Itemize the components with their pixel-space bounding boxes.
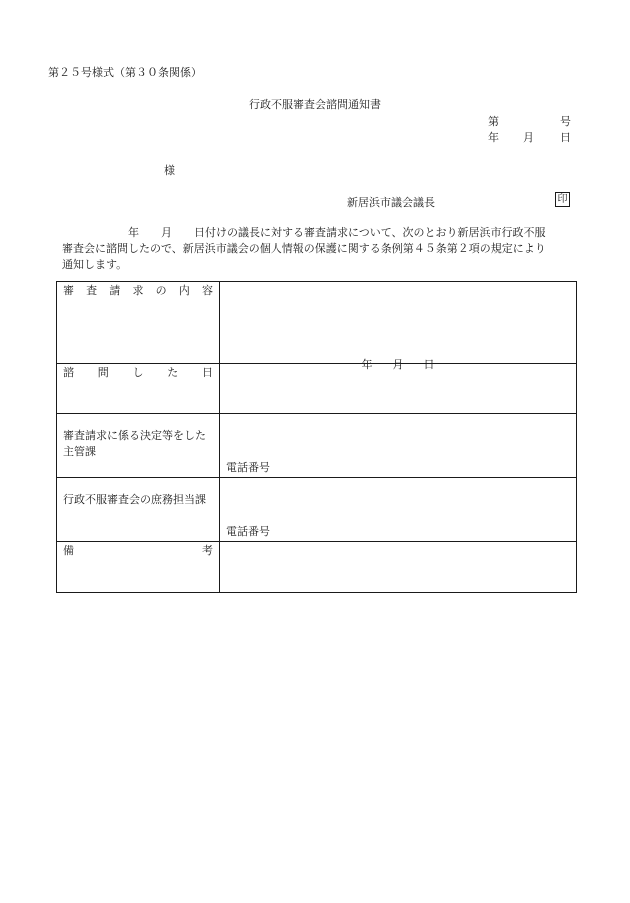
label-char: 考 bbox=[202, 544, 213, 557]
date-day-label: 日 bbox=[560, 131, 571, 144]
phone-number-label: 電話番号 bbox=[226, 525, 270, 538]
form-number: 第２５号様式（第３０条関係） bbox=[48, 66, 202, 79]
label-char: 備 bbox=[63, 544, 74, 557]
body-line: 年 月 日付けの議長に対する審査請求について、次のとおり新居浜市行政不服 bbox=[62, 226, 546, 239]
sender-name: 新居浜市議会議長 bbox=[347, 196, 435, 209]
label-review-content bbox=[57, 282, 220, 364]
label-char: 諮 bbox=[63, 366, 74, 379]
number-prefix: 第 bbox=[488, 115, 499, 128]
number-suffix: 号 bbox=[560, 115, 571, 128]
label-char: 容 bbox=[201, 284, 213, 297]
table-row bbox=[57, 542, 577, 593]
body-line: 通知します。 bbox=[62, 258, 128, 271]
label-char: 審 bbox=[63, 284, 74, 297]
label-char: 求 bbox=[132, 284, 144, 297]
label-char: 内 bbox=[178, 284, 190, 297]
value-responsible-division[interactable] bbox=[220, 414, 577, 478]
label-secretariat-division bbox=[57, 478, 220, 542]
date-year-label: 年 bbox=[488, 131, 499, 144]
phone-number-label: 電話番号 bbox=[226, 461, 270, 474]
value-secretariat-division[interactable] bbox=[220, 478, 577, 542]
label-inquiry-date bbox=[57, 364, 220, 414]
month-label: 月 bbox=[392, 358, 404, 371]
label-char: 請 bbox=[109, 284, 121, 297]
value-inquiry-date[interactable] bbox=[220, 358, 577, 414]
label-char: し bbox=[132, 366, 144, 379]
label-char: た bbox=[167, 366, 179, 379]
day-label: 日 bbox=[423, 358, 435, 371]
label-text: 審査請求に係る決定等をした主管課 bbox=[63, 429, 206, 458]
label-char: の bbox=[155, 284, 167, 297]
body-line: 審査会に諮問したので、新居浜市議会の個人情報の保護に関する条例第４５条第２項の規定により bbox=[62, 242, 546, 255]
table-row bbox=[57, 282, 577, 364]
addressee-honorific: 様 bbox=[164, 164, 175, 177]
notice-table bbox=[56, 281, 577, 593]
label-remarks bbox=[57, 542, 220, 593]
label-text: 行政不服審査会の庶務担当課 bbox=[63, 493, 206, 506]
body-paragraph bbox=[62, 225, 582, 273]
seal-mark: 印 bbox=[555, 192, 570, 207]
document-title: 行政不服審査会諮問通知書 bbox=[249, 98, 381, 111]
date-month-label: 月 bbox=[523, 131, 534, 144]
label-char: 査 bbox=[86, 284, 98, 297]
value-review-content[interactable] bbox=[220, 282, 577, 364]
value-remarks[interactable] bbox=[220, 542, 577, 593]
table-row bbox=[57, 478, 577, 542]
label-char: 日 bbox=[202, 366, 213, 379]
table-row bbox=[57, 414, 577, 478]
label-responsible-division bbox=[57, 414, 220, 478]
year-label: 年 bbox=[361, 358, 373, 371]
table-row bbox=[57, 364, 577, 414]
label-char: 問 bbox=[97, 366, 109, 379]
